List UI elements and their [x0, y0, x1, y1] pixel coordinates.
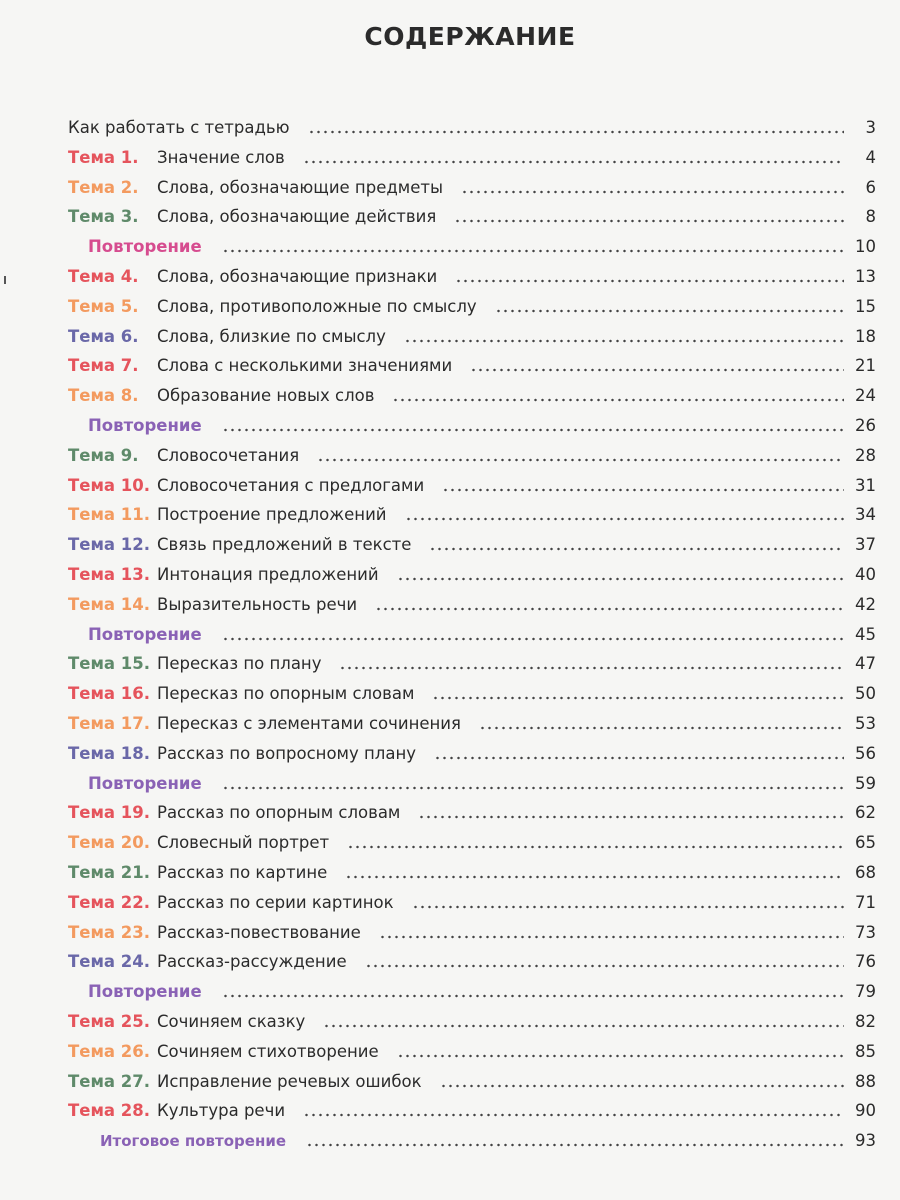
toc-page-number: 34: [855, 505, 876, 525]
dot-leader: [397, 1054, 844, 1058]
toc-entry[interactable]: [68, 170, 876, 198]
toc-topic-number: Тема 13.: [68, 565, 151, 584]
toc-page-number: 6: [865, 177, 876, 197]
toc-final-review-label: Итоговое повторение: [100, 1132, 287, 1151]
toc-topic-number: Тема 5.: [68, 296, 139, 316]
toc-page-number: 4: [865, 147, 876, 167]
toc-entry[interactable]: [68, 1004, 876, 1032]
dot-leader: [470, 368, 844, 372]
toc-page-number: 50: [855, 684, 876, 704]
toc-entry[interactable]: [68, 378, 876, 406]
toc-entry-title: Словосочетания с предлогами: [157, 475, 425, 495]
toc-topic-number: Тема 10.: [68, 475, 151, 495]
toc-entry[interactable]: [68, 289, 876, 317]
toc-topic-number: Тема 27.: [68, 1071, 151, 1091]
toc-entry[interactable]: [68, 706, 876, 734]
toc-entry-title: Рассказ-повествование: [157, 922, 361, 942]
toc-topic-number: Тема 14.: [68, 594, 151, 614]
toc-review-entry[interactable]: [88, 408, 876, 436]
toc-topic-number: Тема 4.: [68, 267, 139, 286]
toc-page-number: 56: [855, 743, 876, 763]
dot-leader: [429, 547, 844, 551]
toc-topic-number: Тема 19.: [68, 803, 151, 823]
toc-entry-title: Слова, обозначающие признаки: [157, 267, 438, 286]
dot-leader: [306, 1143, 844, 1147]
toc-entry-title: Словесный портрет: [157, 833, 330, 853]
toc-entry-title: Исправление речевых ошибок: [157, 1071, 422, 1091]
toc-entry-title: Интонация предложений: [157, 565, 379, 584]
dot-leader: [339, 666, 844, 670]
toc-page-number: 15: [855, 296, 876, 316]
toc-entry[interactable]: [68, 944, 876, 972]
toc-entry-title: Слова, близкие по смыслу: [157, 326, 386, 346]
toc-review-entry[interactable]: [88, 974, 876, 1002]
dot-leader: [222, 637, 844, 641]
dot-leader: [479, 726, 844, 730]
toc-entry-title: Пересказ по плану: [157, 654, 322, 674]
dot-leader: [397, 577, 844, 581]
toc-entry[interactable]: [68, 468, 876, 496]
toc-page-number: 28: [855, 445, 876, 465]
toc-topic-number: Тема 26.: [68, 1041, 151, 1061]
toc-entry-title: Сочиняем сказку: [157, 1012, 306, 1031]
toc-entry-title: Как работать с тетрадью: [68, 118, 290, 137]
page-title: СОДЕРЖАНИЕ: [364, 22, 576, 51]
toc-topic-number: Тема 17.: [68, 714, 151, 733]
dot-leader: [392, 398, 844, 402]
toc-page-number: 3: [865, 118, 876, 137]
toc-entry-title: Сочиняем стихотворение: [157, 1041, 379, 1061]
toc-page-number: 85: [855, 1041, 876, 1061]
dot-leader: [308, 130, 845, 134]
toc-review-label: Повторение: [88, 773, 202, 793]
dot-leader: [365, 964, 844, 968]
toc-entry[interactable]: [68, 885, 876, 913]
dot-leader: [495, 309, 844, 313]
dot-leader: [405, 517, 844, 521]
toc-entry-title: Слова, обозначающие действия: [157, 207, 437, 227]
dot-leader: [404, 339, 844, 343]
toc-page-number: 59: [855, 773, 876, 793]
toc-topic-number: Тема 1.: [68, 147, 139, 167]
toc-topic-number: Тема 18.: [68, 743, 151, 763]
dot-leader: [323, 1024, 844, 1028]
toc-review-label: Повторение: [88, 237, 202, 257]
toc-topic-number: Тема 9.: [68, 445, 139, 465]
toc-page-number: 68: [855, 863, 876, 882]
dot-leader: [222, 249, 844, 253]
toc-entry-title: Значение слов: [157, 147, 285, 167]
dot-leader: [222, 786, 844, 790]
dot-leader: [375, 607, 844, 611]
toc-review-label: Повторение: [88, 416, 202, 435]
toc-page-number: 40: [855, 565, 876, 584]
dot-leader: [379, 935, 844, 939]
toc-entry-title: Пересказ с элементами сочинения: [157, 714, 461, 733]
toc-entry-title: Словосочетания: [157, 445, 300, 465]
toc-entry[interactable]: [68, 348, 876, 376]
toc-topic-number: Тема 8.: [68, 386, 139, 406]
toc-page-number: 65: [855, 833, 876, 853]
dot-leader: [418, 815, 844, 819]
toc-page-number: 37: [855, 535, 876, 555]
toc-entry[interactable]: [68, 199, 876, 227]
toc-page-number: 62: [855, 803, 876, 823]
toc-topic-number: Тема 25.: [68, 1012, 151, 1031]
dot-leader: [455, 279, 844, 283]
toc-entry[interactable]: [68, 795, 876, 823]
toc-review-entry[interactable]: [88, 229, 876, 257]
dot-leader: [440, 1084, 844, 1088]
toc-entry[interactable]: [68, 438, 876, 466]
toc-entry[interactable]: [68, 557, 876, 585]
dot-leader: [222, 428, 844, 432]
toc-entry[interactable]: [68, 1093, 876, 1121]
toc-entry-title: Образование новых слов: [157, 386, 375, 406]
dot-leader: [412, 905, 844, 909]
toc-entry[interactable]: [68, 855, 876, 883]
edge-mark: [4, 276, 6, 284]
toc-review-entry[interactable]: [88, 617, 876, 645]
toc-page-number: 10: [855, 237, 876, 257]
toc-topic-number: Тема 2.: [68, 177, 139, 197]
toc-topic-number: Тема 15.: [68, 654, 151, 674]
toc-entry-title: Рассказ по вопросному плану: [157, 743, 417, 763]
toc-topic-number: Тема 22.: [68, 892, 151, 912]
toc-entry-title: Рассказ по картине: [157, 863, 328, 882]
dot-leader: [317, 458, 844, 462]
toc-page-number: 53: [855, 714, 876, 733]
dot-leader: [434, 756, 844, 760]
dot-leader: [347, 845, 844, 849]
toc-page-number: 71: [855, 892, 876, 912]
toc-topic-number: Тема 28.: [68, 1101, 151, 1121]
dot-leader: [442, 488, 844, 492]
toc-page-number: 45: [855, 624, 876, 644]
toc-final-review-entry[interactable]: [100, 1123, 876, 1151]
toc-topic-number: Тема 21.: [68, 863, 151, 882]
toc-page-number: 18: [855, 326, 876, 346]
toc-entry-title: Культура речи: [157, 1101, 286, 1121]
toc-page-number: 73: [855, 922, 876, 942]
toc-page-number: 42: [855, 594, 876, 614]
toc-entry[interactable]: [68, 825, 876, 853]
toc-entry-title: Слова с несколькими значениями: [157, 356, 453, 376]
toc-topic-number: Тема 23.: [68, 922, 151, 942]
toc-entry-title: Рассказ по серии картинок: [157, 892, 394, 912]
toc-page-number: 13: [855, 267, 876, 286]
toc-page-number: 90: [855, 1101, 876, 1121]
toc-entry[interactable]: [68, 736, 876, 764]
toc-page-number: 47: [855, 654, 876, 674]
toc-page-number: 26: [855, 416, 876, 435]
toc-topic-number: Тема 12.: [68, 535, 151, 555]
toc-review-label: Повторение: [88, 624, 202, 644]
dot-leader: [303, 1113, 844, 1117]
toc-page-number: 24: [855, 386, 876, 406]
toc-entry[interactable]: [68, 915, 876, 943]
toc-entry-title: Построение предложений: [157, 505, 387, 525]
toc-entry-title: Выразительность речи: [157, 594, 358, 614]
toc-topic-number: Тема 3.: [68, 207, 139, 227]
dot-leader: [454, 219, 844, 223]
toc-entry[interactable]: [68, 319, 876, 347]
toc-entry-title: Слова, противоположные по смыслу: [157, 296, 477, 316]
toc-entry[interactable]: [68, 497, 876, 525]
dot-leader: [303, 160, 844, 164]
toc-entry-title: Слова, обозначающие предметы: [157, 177, 443, 197]
toc-review-label: Повторение: [88, 982, 202, 1002]
toc-topic-number: Тема 24.: [68, 952, 151, 972]
dot-leader: [345, 875, 844, 879]
dot-leader: [222, 994, 844, 998]
dot-leader: [461, 190, 844, 194]
toc-entry-title: Связь предложений в тексте: [157, 535, 412, 555]
toc-review-entry[interactable]: [88, 766, 876, 794]
toc-page-number: 88: [855, 1071, 876, 1091]
toc-entry[interactable]: [68, 587, 876, 615]
toc-entry[interactable]: [68, 1064, 876, 1092]
toc-topic-number: Тема 16.: [68, 684, 151, 704]
toc-entry-title: Пересказ по опорным словам: [157, 684, 415, 704]
toc-page-number: 93: [855, 1131, 876, 1151]
toc-entry[interactable]: [68, 676, 876, 704]
toc-entry-title: Рассказ-рассуждение: [157, 952, 347, 972]
toc-topic-number: Тема 6.: [68, 326, 139, 346]
toc-page-number: 76: [855, 952, 876, 972]
toc-page-number: 8: [865, 207, 876, 227]
toc-page-number: 79: [855, 982, 876, 1002]
dot-leader: [432, 696, 844, 700]
toc-entry[interactable]: [68, 646, 876, 674]
toc-entry-title: Рассказ по опорным словам: [157, 803, 401, 823]
toc-topic-number: Тема 20.: [68, 833, 151, 853]
toc-entry[interactable]: [68, 259, 876, 287]
toc-page-number: 21: [855, 356, 876, 376]
toc-entry[interactable]: [68, 140, 876, 168]
toc-entry[interactable]: [68, 527, 876, 555]
toc-page-number: 82: [855, 1012, 876, 1031]
toc-entry[interactable]: [68, 110, 876, 138]
toc-page-number: 31: [855, 475, 876, 495]
toc-entry[interactable]: [68, 1034, 876, 1062]
toc-topic-number: Тема 7.: [68, 356, 139, 376]
toc-topic-number: Тема 11.: [68, 505, 151, 525]
